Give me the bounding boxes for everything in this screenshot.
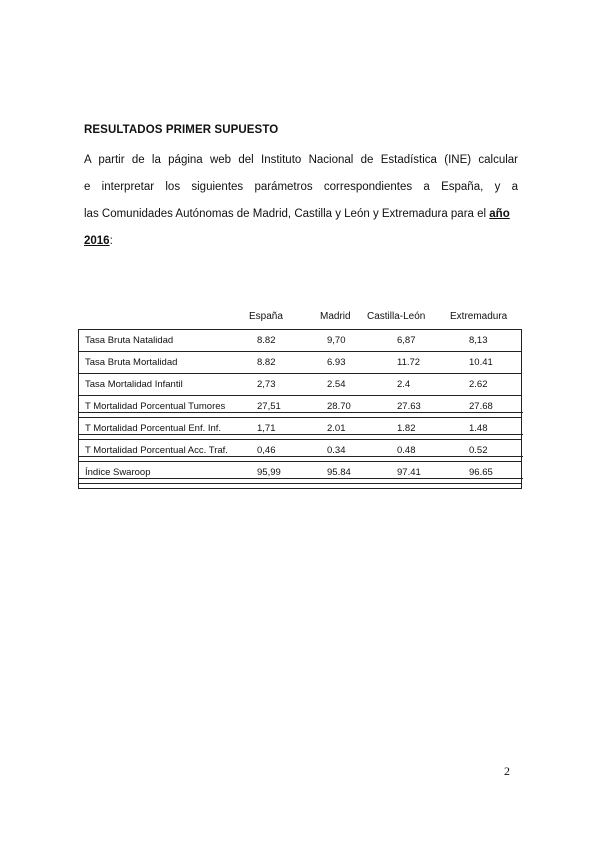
cell-castilla-leon: 0.48 — [397, 445, 416, 456]
cell-castilla-leon: 97.41 — [397, 467, 421, 478]
table-row — [79, 418, 521, 440]
table-row — [79, 374, 521, 396]
cell-espana: 8.82 — [257, 357, 276, 368]
cell-madrid: 95.84 — [327, 467, 351, 478]
strikethrough-line — [79, 412, 523, 413]
cell-madrid: 2.01 — [327, 423, 346, 434]
table-row — [79, 440, 521, 462]
table-row — [79, 396, 521, 418]
cell-extremadura: 2.62 — [469, 379, 488, 390]
strikethrough-line — [79, 456, 523, 457]
row-label: Tasa Bruta Mortalidad — [85, 357, 178, 368]
row-label: T Mortalidad Porcentual Acc. Traf. — [85, 445, 228, 456]
page-number: 2 — [504, 764, 510, 778]
cell-madrid: 28.70 — [327, 401, 351, 412]
paragraph-line-3-text: las Comunidades Autónomas de Madrid, Castilla y León y Extremadura para el — [84, 208, 487, 220]
table-row — [79, 352, 521, 374]
emphasis-year-value: 2016 — [84, 235, 110, 247]
strikethrough-line — [79, 478, 523, 479]
row-label: T Mortalidad Porcentual Enf. Inf. — [85, 423, 222, 434]
cell-castilla-leon: 1.82 — [397, 423, 416, 434]
cell-madrid: 6.93 — [327, 357, 346, 368]
column-header-espana: España — [249, 311, 283, 322]
row-label: Tasa Mortalidad Infantil — [85, 379, 183, 390]
cell-castilla-leon: 6,87 — [397, 335, 416, 346]
cell-extremadura: 1.48 — [469, 423, 488, 434]
cell-castilla-leon: 11.72 — [397, 357, 421, 368]
cell-madrid: 0.34 — [327, 445, 346, 456]
row-label: Índice Swaroop — [85, 467, 151, 478]
paragraph-line-1: A partir de la página web del Instituto Nacional de Estadística (INE) calcular — [84, 154, 518, 166]
column-header-madrid: Madrid — [320, 311, 351, 322]
cell-espana: 2,73 — [257, 379, 276, 390]
cell-extremadura: 96.65 — [469, 467, 493, 478]
paragraph-line-3 — [84, 207, 518, 221]
data-table — [78, 329, 522, 489]
cell-espana: 8.82 — [257, 335, 276, 346]
paragraph-line-4 — [84, 234, 518, 248]
cell-extremadura: 8,13 — [469, 335, 488, 346]
row-label: T Mortalidad Porcentual Tumores — [85, 401, 226, 412]
table-row — [79, 330, 521, 352]
cell-castilla-leon: 27.63 — [397, 401, 421, 412]
cell-madrid: 2.54 — [327, 379, 346, 390]
cell-extremadura: 10.41 — [469, 357, 493, 368]
cell-madrid: 9,70 — [327, 335, 346, 346]
strikethrough-line — [79, 434, 523, 435]
cell-extremadura: 27.68 — [469, 401, 493, 412]
column-header-castilla-leon: Castilla-León — [367, 311, 426, 322]
paragraph-line-2: e interpretar los siguientes parámetros correspondientes a España, y a — [84, 181, 518, 193]
paragraph-line-4-tail: : — [109, 235, 113, 247]
row-label: Tasa Bruta Natalidad — [85, 335, 174, 346]
cell-castilla-leon: 2.4 — [397, 379, 411, 390]
emphasis-year-word: año — [489, 208, 510, 220]
column-header-extremadura: Extremadura — [450, 311, 508, 322]
cell-espana: 0,46 — [257, 445, 276, 456]
cell-extremadura: 0.52 — [469, 445, 488, 456]
table-row — [79, 462, 521, 484]
cell-espana: 1,71 — [257, 423, 276, 434]
cell-espana: 95,99 — [257, 467, 281, 478]
cell-espana: 27,51 — [257, 401, 281, 412]
section-heading: RESULTADOS PRIMER SUPUESTO — [84, 124, 279, 136]
